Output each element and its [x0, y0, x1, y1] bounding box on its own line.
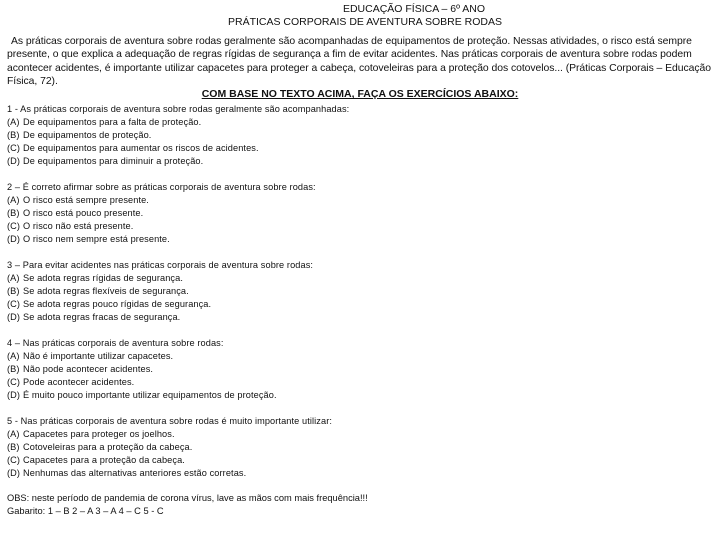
option-text: Capacetes para proteger os joelhos. — [23, 429, 175, 440]
answer-option — [7, 155, 720, 168]
option-letter: (A) — [7, 351, 20, 362]
answer-option — [7, 363, 720, 376]
answer-option — [7, 207, 720, 220]
option-letter: (D) — [7, 312, 21, 323]
option-letter: (A) — [7, 429, 20, 440]
answer-option — [7, 376, 720, 389]
option-letter: (C) — [7, 455, 21, 466]
option-text: O risco não está presente. — [23, 221, 134, 232]
option-letter: (D) — [7, 468, 21, 479]
option-letter: (C) — [7, 143, 21, 154]
question-block — [7, 337, 720, 402]
option-letter: (C) — [7, 221, 21, 232]
answer-option — [7, 194, 720, 207]
question-block — [7, 259, 720, 324]
exercise-instruction: COM BASE NO TEXTO ACIMA, FAÇA OS EXERCÍCIOS ABAIXO: — [201, 88, 519, 101]
option-text: De equipamentos para diminuir a proteção. — [23, 156, 204, 167]
option-letter: (D) — [7, 234, 21, 245]
answer-option — [7, 311, 720, 324]
option-text: Não pode acontecer acidentes. — [23, 364, 154, 375]
option-letter: (C) — [7, 377, 21, 388]
option-letter: (B) — [7, 286, 20, 297]
question-list — [7, 103, 720, 480]
document-header — [0, 3, 720, 29]
header-subject: EDUCAÇÃO FÍSICA – 6º ANO — [342, 3, 486, 15]
option-text: Se adota regras flexíveis de segurança. — [23, 286, 189, 297]
answer-option — [7, 298, 720, 311]
option-text: Nenhumas das alternativas anteriores estão corretas. — [23, 468, 247, 479]
answer-option — [7, 428, 720, 441]
option-text: É muito pouco importante utilizar equipamentos de proteção. — [23, 390, 277, 401]
answer-option — [7, 142, 720, 155]
answer-option — [7, 441, 720, 454]
option-letter: (A) — [7, 195, 20, 206]
answer-option — [7, 129, 720, 142]
option-letter: (C) — [7, 299, 21, 310]
option-letter: (B) — [7, 442, 20, 453]
option-text: De equipamentos de proteção. — [23, 130, 152, 141]
answer-option — [7, 272, 720, 285]
answer-option — [7, 285, 720, 298]
option-text: Se adota regras pouco rígidas de segurança. — [23, 299, 212, 310]
option-text: Se adota regras fracas de segurança. — [23, 312, 181, 323]
option-text: Não é importante utilizar capacetes. — [23, 351, 174, 362]
question-stem: 1 - As práticas corporais de aventura sobre rodas geralmente são acompanhadas: — [7, 104, 350, 115]
option-text: De equipamentos para aumentar os riscos de acidentes. — [23, 143, 259, 154]
option-letter: (B) — [7, 130, 20, 141]
answer-option — [7, 220, 720, 233]
question-stem: 5 - Nas práticas corporais de aventura sobre rodas é muito importante utilizar: — [7, 416, 333, 427]
answer-option — [7, 467, 720, 480]
question-block — [7, 103, 720, 168]
answer-key: Gabarito: 1 – B 2 – A 3 – A 4 – C 5 - C — [7, 506, 164, 517]
answer-option — [7, 116, 720, 129]
question-stem: 4 – Nas práticas corporais de aventura sobre rodas: — [7, 338, 224, 349]
option-letter: (A) — [7, 117, 20, 128]
question-stem: 2 – É correto afirmar sobre as práticas corporais de aventura sobre rodas: — [7, 182, 316, 193]
option-text: O risco está sempre presente. — [23, 195, 149, 206]
option-text: De equipamentos para a falta de proteção. — [23, 117, 202, 128]
obs-note: OBS: neste período de pandemia de corona vírus, lave as mãos com mais frequência!!! — [7, 493, 368, 504]
option-text: Se adota regras rígidas de segurança. — [23, 273, 183, 284]
question-block — [7, 415, 720, 480]
option-letter: (B) — [7, 208, 20, 219]
question-stem: 3 – Para evitar acidentes nas práticas corporais de aventura sobre rodas: — [7, 260, 314, 271]
answer-option — [7, 233, 720, 246]
option-text: Cotoveleiras para a proteção da cabeça. — [23, 442, 193, 453]
option-text: Pode acontecer acidentes. — [23, 377, 135, 388]
option-letter: (D) — [7, 390, 21, 401]
answer-option — [7, 389, 720, 402]
option-text: O risco nem sempre está presente. — [23, 234, 170, 245]
header-topic: PRÁTICAS CORPORAIS DE AVENTURA SOBRE RODAS — [227, 16, 503, 28]
option-text: O risco está pouco presente. — [23, 208, 144, 219]
answer-option — [7, 350, 720, 363]
option-letter: (B) — [7, 364, 20, 375]
option-letter: (D) — [7, 156, 21, 167]
option-text: Capacetes para a proteção da cabeça. — [23, 455, 185, 466]
intro-paragraph: As práticas corporais de aventura sobre rodas geralmente são acompanhadas de equipamentos de proteção. Nessas atividades, o risco está sempre presente, o que explica a adequação de regras rígidas de segurança a fim de evitar acidentes. Nas práticas corporais de aventura sobre rodas podem acontecer acidentes, é importante utilizar capacetes para proteger a cabeça, cotoveleiras para a proteção dos cotovelos... (Práticas Corporais – Educação Física, 72). — [7, 36, 711, 87]
document-page — [0, 3, 720, 543]
option-letter: (A) — [7, 273, 20, 284]
question-block — [7, 181, 720, 246]
answer-option — [7, 454, 720, 467]
